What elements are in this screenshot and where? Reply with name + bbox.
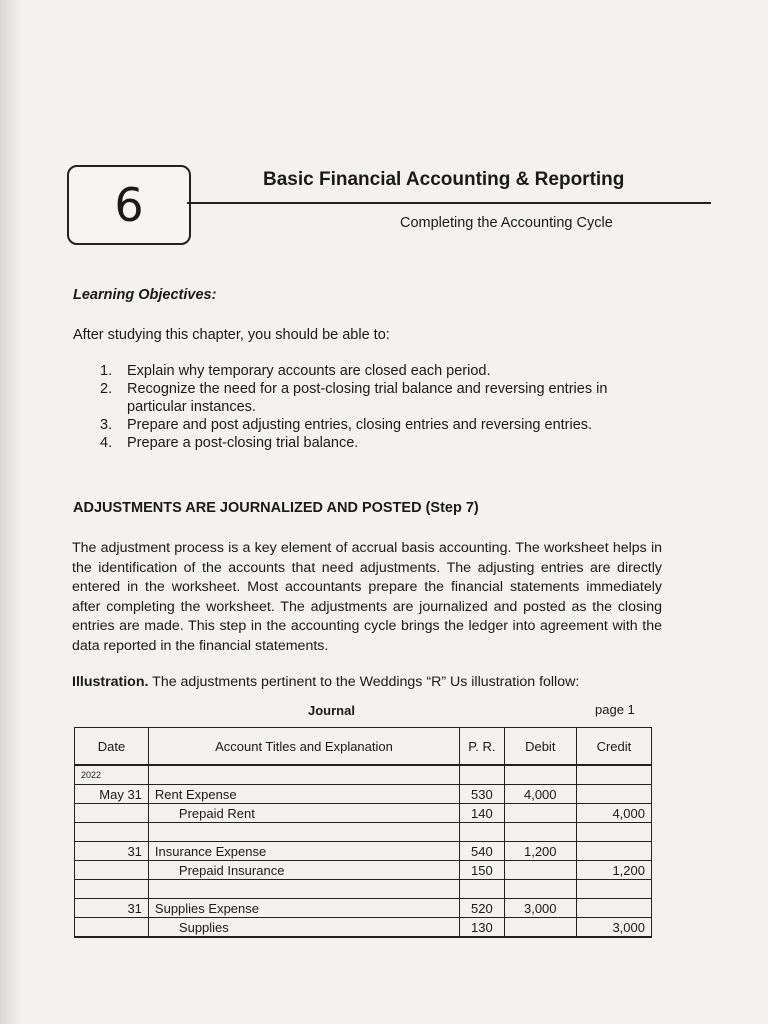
objective-number: 2.: [100, 381, 113, 397]
journal-account-cell: [148, 880, 459, 899]
journal-pr-cell: 130: [460, 918, 505, 938]
journal-debit-cell: 4,000: [504, 785, 576, 804]
journal-account-cell: [148, 823, 459, 842]
illustration-label: Illustration.: [72, 674, 149, 690]
journal-account-cell: [148, 861, 459, 880]
journal-date-cell: [75, 804, 149, 823]
journal-debit-cell: 3,000: [504, 899, 576, 918]
section-heading: ADJUSTMENTS ARE JOURNALIZED AND POSTED (Step 7): [73, 500, 479, 516]
objective-item: [100, 362, 660, 380]
journal-date-cell: [75, 880, 149, 899]
objective-text: Prepare a post-closing trial balance.: [127, 435, 359, 451]
journal-row: [75, 823, 652, 842]
chapter-subtitle: Completing the Accounting Cycle: [400, 215, 613, 231]
journal-header-row: [75, 728, 652, 766]
journal-pr-cell: 140: [460, 804, 505, 823]
journal-debit-cell: [504, 918, 576, 938]
journal-row: [75, 785, 652, 804]
journal-date-cell: May 31: [75, 785, 149, 804]
journal-year: 2022: [75, 765, 149, 785]
journal-credit-cell: [576, 842, 651, 861]
journal-credit-cell: 3,000: [576, 918, 651, 938]
learning-objectives-intro: After studying this chapter, you should be able to:: [73, 327, 390, 343]
objective-text: Prepare and post adjusting entries, closing entries and reversing entries.: [127, 417, 593, 433]
header-debit: Debit: [504, 728, 576, 766]
journal-credit-cell: [576, 823, 651, 842]
learning-objectives-heading: Learning Objectives:: [73, 287, 217, 303]
journal-debit-cell: [504, 880, 576, 899]
chapter-title-rule: [187, 202, 711, 204]
section-paragraph: The adjustment process is a key element of accrual basis accounting. The worksheet helps in the identification of the accounts that need adjustments. The adjusting entries are directly entered in the worksheet. Most accountants prepare the financial statements immediately after completing the worksheet. The adjustments are journalized and posted as the closing entries are made. This step in the accounting cycle brings the ledger into agreement with the data reported in the financial statements.: [72, 540, 662, 654]
header-account: Account Titles and Explanation: [148, 728, 459, 766]
header-credit: Credit: [576, 728, 651, 766]
journal-pr-cell: [460, 880, 505, 899]
journal-table: [74, 727, 652, 938]
journal-pr-cell: 540: [460, 842, 505, 861]
journal-pr-cell: 520: [460, 899, 505, 918]
journal-account-cell: Insurance Expense: [148, 842, 459, 861]
journal-account-cell: [148, 804, 459, 823]
journal-account-credit-line: Prepaid Insurance: [178, 862, 285, 878]
header-date: Date: [75, 728, 149, 766]
journal-debit-cell: [504, 804, 576, 823]
journal-pr-cell: [460, 823, 505, 842]
journal-row: [75, 861, 652, 880]
objective-text: Explain why temporary accounts are closed each period.: [127, 363, 491, 379]
journal-credit-cell: [576, 899, 651, 918]
journal-date-cell: [75, 918, 149, 938]
journal-account-credit-line: Prepaid Rent: [178, 805, 255, 821]
journal-pr-cell: 150: [460, 861, 505, 880]
journal-date-cell: 31: [75, 842, 149, 861]
journal-pr-cell: 530: [460, 785, 505, 804]
journal-credit-cell: 1,200: [576, 861, 651, 880]
objective-item: [100, 434, 660, 452]
chapter-title: Basic Financial Accounting & Reporting: [263, 169, 625, 190]
journal-debit-cell: 1,200: [504, 842, 576, 861]
objective-number: 1.: [100, 363, 113, 379]
chapter-number-box: [67, 165, 191, 245]
journal-title: Journal: [308, 703, 355, 718]
page-edge-shadow: [0, 0, 22, 1024]
journal-credit-cell: 4,000: [576, 804, 651, 823]
journal-credit-cell: [576, 880, 651, 899]
objective-item: [100, 416, 660, 434]
journal-row: [75, 880, 652, 899]
learning-objectives-list: [100, 362, 660, 452]
journal-account-cell: [148, 918, 459, 938]
objective-number: 4.: [100, 435, 113, 451]
journal-debit-cell: [504, 861, 576, 880]
journal-row: [75, 899, 652, 918]
journal-account-credit-line: Supplies: [178, 919, 229, 935]
illustration-line: [72, 674, 579, 690]
journal-debit-cell: [504, 823, 576, 842]
journal-date-cell: 31: [75, 899, 149, 918]
journal-date-cell: [75, 861, 149, 880]
objective-item: [100, 380, 660, 416]
journal-credit-cell: [576, 785, 651, 804]
journal-page-label: page 1: [595, 702, 635, 717]
header-pr: P. R.: [460, 728, 505, 766]
journal-row: [75, 918, 652, 938]
journal-account-cell: Supplies Expense: [148, 899, 459, 918]
journal-year-row: [75, 765, 652, 785]
journal-row: [75, 804, 652, 823]
journal-date-cell: [75, 823, 149, 842]
journal-row: [75, 842, 652, 861]
objective-number: 3.: [100, 417, 113, 433]
illustration-text: The adjustments pertinent to the Weddings “R” Us illustration follow:: [152, 674, 580, 690]
journal-account-cell: Rent Expense: [148, 785, 459, 804]
chapter-number: 6: [114, 178, 144, 232]
objective-text: Recognize the need for a post-closing trial balance and reversing entries in particular instances.: [127, 381, 608, 415]
